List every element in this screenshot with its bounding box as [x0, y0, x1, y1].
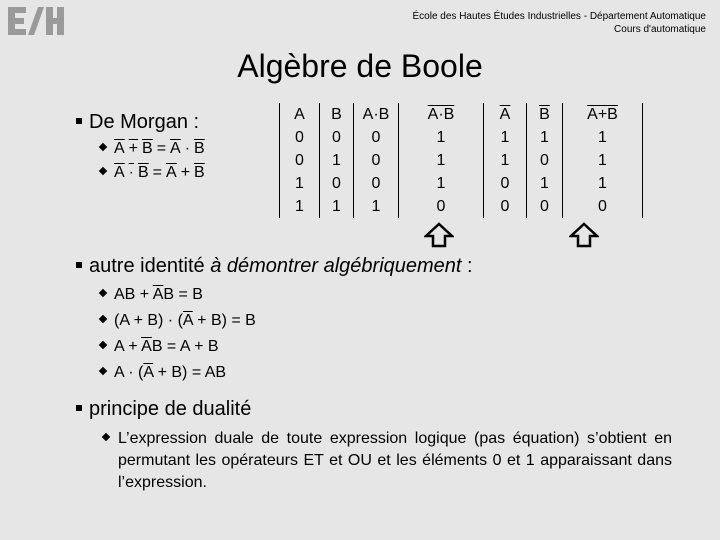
table-cell: 0: [484, 195, 527, 218]
diamond-bullet-icon: [99, 341, 107, 349]
law1-rhs-b: $\overline{B}$: [194, 140, 205, 157]
table-cell: 1: [320, 195, 354, 218]
table-cell: 0: [563, 195, 643, 218]
table-cell: 1: [354, 195, 399, 218]
table-cell: 1: [527, 126, 563, 149]
slide-title: Algèbre de Boole: [237, 48, 483, 84]
diamond-bullet-icon: [99, 143, 107, 151]
law2-lhs: A · B: [114, 164, 149, 181]
square-bullet-icon: [76, 405, 82, 411]
header-cell: A: [280, 103, 320, 126]
table-cell: 0: [527, 195, 563, 218]
table-cell: 1: [484, 149, 527, 172]
de-morgan-label: De Morgan :: [89, 111, 200, 133]
identity-item: $(A + B) \cdot (\overline{A} + B) = B$: [100, 312, 256, 330]
truth-table: [279, 103, 643, 218]
diamond-bullet-icon: [102, 433, 110, 441]
course-name: Cours d'automatique: [614, 24, 706, 35]
autre-identite-heading: [76, 255, 473, 278]
law2-rhs-b: $\overline{B}$: [194, 164, 205, 181]
header-cell: $\overline{A}$: [484, 103, 527, 126]
square-bullet-icon: [76, 118, 82, 124]
table-cell: 0: [354, 126, 399, 149]
header-info: [413, 10, 707, 36]
table-row: [280, 126, 643, 149]
diamond-bullet-icon: [99, 367, 107, 375]
table-row: [280, 149, 643, 172]
table-cell: 1: [527, 172, 563, 195]
dualite-heading: [76, 398, 251, 421]
dualite-text: L’expression duale de toute expression logique (pas équation) s’obtient en permutant les opérateurs ET et OU et les éléments 0 et 1 apparaissant dans l’expression.: [118, 430, 672, 491]
table-cell: 1: [280, 195, 320, 218]
table-cell: 0: [484, 172, 527, 195]
table-cell: 1: [399, 149, 484, 172]
header-cell: A·B: [354, 103, 399, 126]
dualite-label: principe de dualité: [89, 398, 252, 420]
table-cell: 0: [280, 149, 320, 172]
square-bullet-icon: [76, 262, 82, 268]
table-cell: 0: [399, 195, 484, 218]
identity-item: $A + \overline{A}B = A + B$: [100, 338, 219, 356]
header-cell: $\overline{B}$: [527, 103, 563, 126]
de-morgan-law-1: A + B = $\overline{A}$ · $\overline{B}$: [100, 140, 205, 158]
identity-item: AB + $\overline{A}B = B$: [100, 286, 203, 304]
up-arrow-icon: [569, 222, 599, 248]
table-cell: 0: [527, 149, 563, 172]
table-row: [280, 172, 643, 195]
table-cell: 1: [399, 126, 484, 149]
table-header-row: [280, 103, 643, 126]
diamond-bullet-icon: [99, 289, 107, 297]
header-cell: A+B: [563, 103, 643, 126]
table-cell: 1: [563, 149, 643, 172]
table-cell: 0: [320, 172, 354, 195]
diamond-bullet-icon: [99, 315, 107, 323]
de-morgan-heading: [76, 111, 199, 134]
law1-rhs-a: $\overline{A}$: [170, 140, 181, 157]
table-cell: 0: [354, 172, 399, 195]
diamond-bullet-icon: [99, 167, 107, 175]
header-cell: B: [320, 103, 354, 126]
table-cell: 1: [280, 172, 320, 195]
identity-item: $A \cdot (\overline{A} + B)$ = AB: [100, 364, 226, 382]
table-cell: 1: [563, 172, 643, 195]
table-cell: 1: [320, 149, 354, 172]
header-cell: A·B: [399, 103, 484, 126]
table-cell: 0: [320, 126, 354, 149]
table-cell: 0: [354, 149, 399, 172]
table-row: [280, 195, 643, 218]
up-arrow-icon: [424, 222, 454, 248]
table-cell: 1: [484, 126, 527, 149]
eihf-logo: [6, 4, 66, 38]
table-cell: 0: [280, 126, 320, 149]
law1-lhs: A + B: [114, 140, 153, 157]
law2-rhs-a: $\overline{A}$: [166, 164, 177, 181]
table-cell: 1: [399, 172, 484, 195]
school-name: École des Hautes Études Industrielles - Département Automatique: [412, 11, 706, 22]
de-morgan-law-2: A · B = $\overline{A}$ + $\overline{B}$: [100, 164, 205, 182]
autre-label: autre identité à démontrer algébriquement :: [89, 255, 473, 277]
table-cell: 1: [563, 126, 643, 149]
